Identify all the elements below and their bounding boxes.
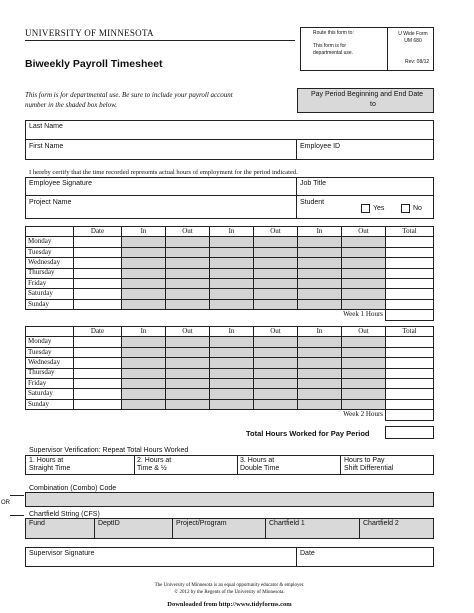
week2-time-cell[interactable] [74, 337, 122, 347]
week1-time-cell[interactable] [210, 247, 254, 257]
page-title: Biweekly Payroll Timesheet [25, 58, 163, 70]
week1-time-cell[interactable] [210, 299, 254, 309]
route-divider [387, 27, 388, 71]
week1-time-cell[interactable] [298, 237, 342, 247]
week2-time-cell[interactable] [210, 378, 254, 388]
total-hours-label: Total Hours Worked for Pay Period [246, 429, 370, 438]
week2-time-cell[interactable] [166, 378, 210, 388]
week1-day-row [26, 299, 434, 309]
week2-time-cell[interactable] [254, 358, 298, 368]
cfs-div-2 [172, 518, 173, 539]
straight-time-field[interactable] [29, 457, 70, 474]
first-name-label: First Name [29, 143, 64, 150]
week1-day-label: Friday [26, 278, 74, 288]
week2-time-cell[interactable] [342, 347, 386, 357]
week1-time-cell[interactable] [74, 247, 122, 257]
student-label: Student [300, 199, 325, 206]
pay-period-to: to [370, 101, 376, 108]
week1-time-cell[interactable] [210, 237, 254, 247]
week1-corner-cell [26, 227, 74, 237]
straight-time-label-2: Straight Time [29, 465, 71, 473]
week1-col-header: Out [342, 227, 386, 237]
university-name: UNIVERSITY OF MINNESOTA [25, 28, 154, 38]
week1-time-cell[interactable] [386, 247, 434, 257]
week2-time-cell[interactable] [210, 358, 254, 368]
week1-time-cell[interactable] [254, 247, 298, 257]
week2-day-label: Thursday [26, 368, 74, 378]
week2-time-cell[interactable] [166, 347, 210, 357]
week1-time-cell[interactable] [298, 247, 342, 257]
week1-time-cell[interactable] [298, 268, 342, 278]
week2-col-header: Out [342, 327, 386, 337]
week2-time-cell[interactable] [74, 389, 122, 399]
week1-time-cell[interactable] [342, 278, 386, 288]
week1-day-label: Saturday [26, 289, 74, 299]
week2-time-cell[interactable] [386, 389, 434, 399]
week1-time-cell[interactable] [122, 258, 166, 268]
week1-day-label: Monday [26, 237, 74, 247]
week2-table [25, 326, 434, 421]
week1-time-cell[interactable] [342, 258, 386, 268]
week2-time-cell[interactable] [166, 389, 210, 399]
week1-time-cell[interactable] [342, 268, 386, 278]
time-half-field[interactable] [137, 457, 171, 474]
week2-time-cell[interactable] [74, 378, 122, 388]
chartfield-string-label: Chartfield String (CFS) [29, 511, 100, 518]
project-name-label: Project Name [29, 199, 72, 206]
straight-time-label-1: 1. Hours at [29, 457, 64, 464]
last-name-label: Last Name [29, 123, 63, 130]
week1-table [25, 226, 434, 321]
week1-time-cell[interactable] [74, 278, 122, 288]
route-note: This form is for departmental use. [313, 43, 354, 56]
week2-time-cell[interactable] [74, 347, 122, 357]
week1-time-cell[interactable] [298, 258, 342, 268]
week1-day-label: Wednesday [26, 258, 74, 268]
shift-differential-label-1: Hours to Pay [344, 457, 385, 464]
footer-downloaded[interactable]: Downloaded from http://www.tidyforms.com [167, 601, 292, 608]
week1-hours-label: Week 1 Hours [343, 310, 383, 319]
week2-total-spacer [26, 410, 254, 420]
week1-total-spacer [26, 310, 254, 320]
student-yes-label: Yes [373, 205, 385, 212]
verification-div-1 [134, 455, 135, 475]
week2-time-cell[interactable] [74, 368, 122, 378]
week2-time-cell[interactable] [254, 347, 298, 357]
week1-time-cell[interactable] [254, 289, 298, 299]
intro-text-2: number in the shaded box below. [25, 101, 118, 109]
form-id: U Wide Form UM 680 [398, 31, 428, 44]
week2-day-label: Sunday [26, 399, 74, 409]
shift-differential-field[interactable] [344, 457, 393, 474]
fund-label: Fund [29, 520, 45, 527]
week2-time-cell[interactable] [298, 378, 342, 388]
verification-div-2 [237, 455, 238, 475]
verification-title: Supervisor Verification: Repeat Total Hours Worked [29, 447, 189, 454]
week2-time-cell[interactable] [342, 378, 386, 388]
week1-col-header: In [122, 227, 166, 237]
week2-time-cell[interactable] [166, 337, 210, 347]
week2-time-cell[interactable] [342, 368, 386, 378]
week2-day-label: Friday [26, 378, 74, 388]
week2-time-cell[interactable] [210, 399, 254, 409]
week1-day-label: Thursday [26, 268, 74, 278]
deptid-label: DeptID [98, 520, 120, 527]
name-divider [25, 139, 434, 140]
student-no-checkbox[interactable] [401, 204, 410, 213]
week1-time-cell[interactable] [386, 278, 434, 288]
week2-time-cell[interactable] [298, 389, 342, 399]
week1-total-row [26, 310, 434, 320]
week1-time-cell[interactable] [74, 289, 122, 299]
week2-day-label: Monday [26, 337, 74, 347]
week2-hours-label: Week 2 Hours [343, 410, 383, 419]
date-label: Date [300, 550, 315, 557]
cfs-div-3 [265, 518, 266, 539]
week1-day-row [26, 268, 434, 278]
week1-time-cell[interactable] [342, 237, 386, 247]
verification-div-3 [340, 455, 341, 475]
time-half-label-2: Time & ½ [137, 465, 167, 473]
week1-time-cell[interactable] [342, 247, 386, 257]
week2-day-row [26, 389, 434, 399]
week1-time-cell[interactable] [210, 268, 254, 278]
footer-copyright: © 2012 by the Regents of the University of Minnesota. [174, 590, 285, 595]
time-half-label-1: 2. Hours at [137, 457, 172, 464]
week2-time-cell[interactable] [210, 368, 254, 378]
name-box [25, 120, 434, 160]
week1-col-header: Out [166, 227, 210, 237]
week1-time-cell[interactable] [74, 258, 122, 268]
combo-code-field[interactable] [25, 492, 434, 507]
week1-time-cell[interactable] [254, 299, 298, 309]
week2-time-cell[interactable] [122, 358, 166, 368]
week2-col-header: In [210, 327, 254, 337]
week2-day-label: Wednesday [26, 358, 74, 368]
week1-time-cell[interactable] [386, 237, 434, 247]
footer-eeo: The University of Minnesota is an equal opportunity educator & employer. [154, 583, 305, 588]
week2-time-cell[interactable] [254, 399, 298, 409]
or-bracket-bottom [10, 515, 24, 516]
week1-time-cell[interactable] [210, 289, 254, 299]
project-program-label: Project/Program [176, 520, 227, 527]
week2-col-header: Date [74, 327, 122, 337]
week1-time-cell[interactable] [122, 237, 166, 247]
week2-time-cell[interactable] [210, 389, 254, 399]
week2-day-row [26, 368, 434, 378]
header-rule [25, 40, 295, 41]
week2-day-row [26, 399, 434, 409]
week1-time-cell[interactable] [166, 268, 210, 278]
week2-time-cell[interactable] [298, 347, 342, 357]
supervisor-divider [296, 547, 297, 567]
week2-time-cell[interactable] [122, 399, 166, 409]
week2-day-label: Saturday [26, 389, 74, 399]
week1-time-cell[interactable] [122, 299, 166, 309]
week1-hours-total-field[interactable] [386, 310, 434, 320]
week2-header-row [26, 327, 434, 337]
week2-time-cell[interactable] [298, 368, 342, 378]
signature-divider-h [25, 195, 434, 196]
intro-text-1: This form is for departmental use. Be sure to include your payroll account [25, 91, 233, 99]
week2-time-cell[interactable] [298, 358, 342, 368]
employee-signature-label: Employee Signature [29, 180, 93, 187]
week1-time-cell[interactable] [166, 247, 210, 257]
week2-time-cell[interactable] [342, 358, 386, 368]
week1-day-row [26, 247, 434, 257]
week1-time-cell[interactable] [122, 268, 166, 278]
week1-time-cell[interactable] [122, 289, 166, 299]
student-yes-checkbox[interactable] [361, 204, 370, 213]
revision: Rev: 08/12 [405, 59, 430, 65]
week2-time-cell[interactable] [298, 337, 342, 347]
week1-day-label: Tuesday [26, 247, 74, 257]
or-label: OR [1, 500, 10, 506]
week1-time-cell[interactable] [298, 289, 342, 299]
week2-day-row [26, 358, 434, 368]
double-time-label-2: Double Time [240, 465, 280, 473]
week1-time-cell[interactable] [254, 278, 298, 288]
week1-time-cell[interactable] [254, 268, 298, 278]
week2-time-cell[interactable] [74, 399, 122, 409]
week1-time-cell[interactable] [166, 237, 210, 247]
week2-day-label: Tuesday [26, 347, 74, 357]
certify-text: I hereby certify that the time recorded represents actual hours of employment for the period indicated. [29, 169, 298, 176]
week2-time-cell[interactable] [386, 347, 434, 357]
week1-time-cell[interactable] [166, 278, 210, 288]
week2-col-header: Out [254, 327, 298, 337]
pay-period-label: Pay Period Beginning and End Date [311, 91, 424, 98]
student-no-label: No [413, 205, 422, 212]
week1-time-cell[interactable] [74, 237, 122, 247]
week2-time-cell[interactable] [74, 358, 122, 368]
week2-time-cell[interactable] [386, 337, 434, 347]
week1-time-cell[interactable] [386, 258, 434, 268]
week2-col-header: Total [386, 327, 434, 337]
week2-time-cell[interactable] [254, 368, 298, 378]
week1-time-cell[interactable] [166, 299, 210, 309]
week2-day-row [26, 378, 434, 388]
week2-time-cell[interactable] [166, 399, 210, 409]
double-time-field[interactable] [240, 457, 279, 474]
combo-code-label: Combination (Combo) Code [29, 485, 117, 492]
week1-time-cell[interactable] [342, 299, 386, 309]
week2-col-header: Out [166, 327, 210, 337]
week2-hours-total-field[interactable] [386, 410, 434, 420]
week1-col-header: Out [254, 227, 298, 237]
signature-divider-v [296, 177, 297, 219]
week2-day-row [26, 347, 434, 357]
week2-time-cell[interactable] [210, 337, 254, 347]
job-title-label: Job Title [300, 180, 327, 187]
week2-time-cell[interactable] [386, 399, 434, 409]
total-hours-field[interactable] [385, 426, 434, 439]
week1-time-cell[interactable] [210, 278, 254, 288]
week1-time-cell[interactable] [386, 299, 434, 309]
week2-time-cell[interactable] [122, 378, 166, 388]
week2-time-cell[interactable] [166, 358, 210, 368]
week2-time-cell[interactable] [122, 389, 166, 399]
employee-id-label: Employee ID [300, 143, 341, 150]
week2-time-cell[interactable] [166, 368, 210, 378]
week2-time-cell[interactable] [210, 347, 254, 357]
week2-col-header: In [298, 327, 342, 337]
chartfield1-label: Chartfield 1 [269, 520, 305, 527]
chartfield2-label: Chartfield 2 [363, 520, 399, 527]
double-time-label-1: 3. Hours at [240, 457, 275, 464]
week2-time-cell[interactable] [254, 378, 298, 388]
week2-corner-cell [26, 327, 74, 337]
week1-time-cell[interactable] [210, 258, 254, 268]
route-label: Route this form to: [313, 30, 354, 36]
week2-time-cell[interactable] [386, 368, 434, 378]
week1-time-cell[interactable] [74, 299, 122, 309]
week2-time-cell[interactable] [342, 389, 386, 399]
week1-time-cell[interactable] [386, 268, 434, 278]
week1-time-cell[interactable] [342, 289, 386, 299]
employee-id-divider [296, 139, 297, 160]
week1-time-cell[interactable] [254, 237, 298, 247]
week1-day-row [26, 278, 434, 288]
week2-time-cell[interactable] [254, 337, 298, 347]
week2-day-row [26, 337, 434, 347]
week1-time-cell[interactable] [254, 258, 298, 268]
week1-header-row [26, 227, 434, 237]
week2-time-cell[interactable] [386, 358, 434, 368]
week2-time-cell[interactable] [122, 347, 166, 357]
week2-time-cell[interactable] [342, 399, 386, 409]
week1-day-row [26, 289, 434, 299]
week1-time-cell[interactable] [298, 299, 342, 309]
week1-time-cell[interactable] [166, 289, 210, 299]
week2-time-cell[interactable] [122, 368, 166, 378]
week1-time-cell[interactable] [122, 247, 166, 257]
cfs-div-1 [94, 518, 95, 539]
week2-time-cell[interactable] [122, 337, 166, 347]
week1-col-header: Date [74, 227, 122, 237]
cfs-div-4 [359, 518, 360, 539]
week1-time-cell[interactable] [386, 289, 434, 299]
week2-time-cell[interactable] [254, 389, 298, 399]
week1-col-header: Total [386, 227, 434, 237]
week2-time-cell[interactable] [342, 337, 386, 347]
week2-time-cell[interactable] [298, 399, 342, 409]
week1-col-header: In [210, 227, 254, 237]
week2-time-cell[interactable] [386, 378, 434, 388]
week1-time-cell[interactable] [166, 258, 210, 268]
week2-total-row [26, 410, 434, 420]
shift-differential-label-2: Shift Differential [344, 465, 394, 473]
week2-col-header: In [122, 327, 166, 337]
supervisor-signature-label: Supervisor Signature [29, 550, 95, 557]
week1-day-row [26, 237, 434, 247]
or-bracket-top [10, 495, 24, 496]
week1-time-cell[interactable] [298, 278, 342, 288]
week1-time-cell[interactable] [74, 268, 122, 278]
week1-col-header: In [298, 227, 342, 237]
week1-day-label: Sunday [26, 299, 74, 309]
week1-day-row [26, 258, 434, 268]
week1-time-cell[interactable] [122, 278, 166, 288]
